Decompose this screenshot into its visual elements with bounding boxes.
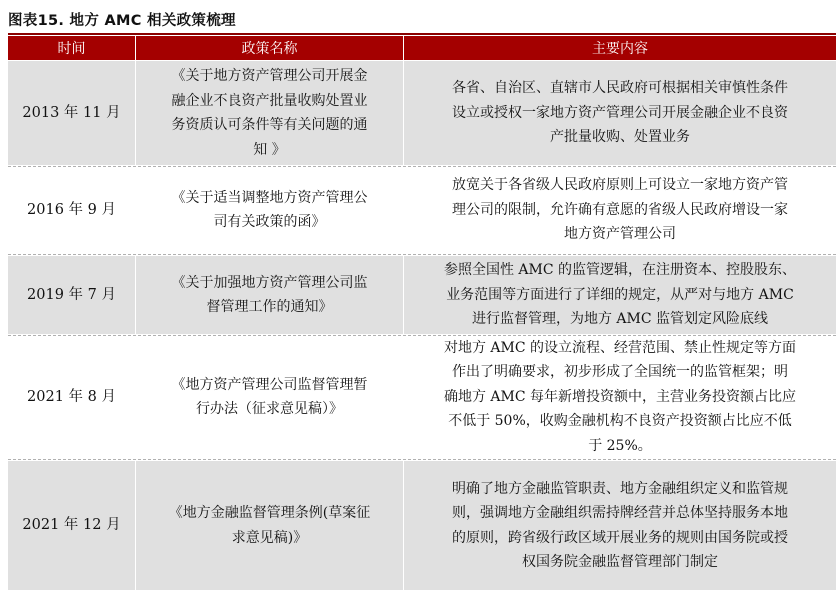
header-main-content: 主要内容 — [403, 36, 836, 60]
content-line: 则，强调地方金融组织需持牌经营并总体坚持服务本地 — [452, 505, 788, 521]
policy-line: 《地方资产管理公司监督管理暂 — [171, 376, 368, 393]
header-policy-name: 政策名称 — [135, 36, 403, 60]
content-line: 确地方 AMC 每年新增投资额中，主营业务投资额占比应 — [443, 388, 797, 405]
content-line: 产批量收购、处置业务 — [550, 129, 690, 146]
policy-line: 《地方金融监督管理条例(草案征 — [168, 505, 371, 521]
policy-line: 督管理工作的通知》 — [206, 299, 333, 315]
row-divider — [8, 254, 836, 255]
table-header — [8, 36, 836, 60]
content-line: 业务范围等方面进行了详细的规定，从严对与地方 AMC — [446, 286, 794, 303]
row-time: 2021 年 12 月 — [8, 461, 135, 590]
content-line: 进行监督管理，为地方 AMC 监管划定风险底线 — [471, 311, 769, 328]
content-line: 对地方 AMC 的设立流程、经营范围、禁止性规定等方面 — [443, 339, 797, 356]
policy-line: 《关于加强地方资产管理公司监 — [171, 274, 368, 291]
row-main-content — [403, 61, 836, 165]
policy-line: 务资质认可条件等有关问题的通 — [171, 117, 368, 133]
content-line: 的原则，跨省级行政区域开展业务的规则由国务院或授 — [452, 529, 788, 546]
content-line: 放宽关于各省级人民政府原则上可设立一家地方资产管 — [452, 177, 788, 194]
row-main-content — [403, 256, 836, 334]
content-line: 设立或授权一家地方资产管理公司开展金融企业不良资 — [452, 104, 788, 121]
row-policy-name — [135, 61, 403, 165]
policy-line: 《关于地方资产管理公司开展金 — [171, 68, 368, 84]
row-main-content — [403, 167, 836, 253]
row-divider — [8, 459, 836, 460]
row-policy-name — [135, 336, 403, 458]
content-line: 地方资产管理公司 — [564, 226, 676, 243]
content-line: 明确了地方金融监管职责、地方金融组织定义和监管规 — [452, 480, 788, 497]
table-row — [8, 256, 836, 334]
table-row — [8, 336, 836, 458]
header-time: 时间 — [8, 36, 135, 60]
row-main-content — [403, 336, 836, 458]
row-main-content — [403, 461, 836, 590]
content-line: 权国务院金融监督管理部门制定 — [522, 554, 718, 570]
row-time: 2016 年 9 月 — [8, 167, 135, 253]
row-policy-name — [135, 256, 403, 334]
content-line: 各省、自治区、直辖市人民政府可根据相关审慎性条件 — [452, 80, 788, 97]
row-time: 2019 年 7 月 — [8, 256, 135, 334]
content-line: 理公司的限制，允许确有意愿的省级人民政府增设一家 — [452, 201, 788, 218]
content-line: 不低于 50%，收购金融机构不良资产投资额占比应不低 — [448, 413, 792, 430]
policy-line: 融企业不良资产批量收购处置业 — [171, 92, 368, 109]
table-row — [8, 461, 836, 590]
table-row — [8, 61, 836, 165]
caption-divider — [8, 33, 836, 35]
policy-line: 行办法（征求意见稿）》 — [196, 401, 343, 417]
content-line: 参照全国性 AMC 的监管逻辑，在注册资本、控股股东、 — [443, 262, 797, 279]
row-policy-name — [135, 461, 403, 590]
table-row — [8, 167, 836, 253]
row-time: 2021 年 8 月 — [8, 336, 135, 458]
policy-line: 《关于适当调整地方资产管理公 — [171, 189, 368, 206]
content-line: 于 25%。 — [588, 437, 652, 454]
policy-line: 知 》 — [253, 141, 286, 158]
figure-caption: 图表15. 地方 AMC 相关政策梳理 — [8, 13, 236, 29]
policy-line: 司有关政策的函》 — [213, 214, 326, 230]
content-line: 作出了明确要求，初步形成了全国统一的监管框架；明 — [452, 364, 788, 381]
policy-line: 求意见稿)》 — [231, 529, 308, 546]
row-time: 2013 年 11 月 — [8, 61, 135, 165]
row-policy-name — [135, 167, 403, 253]
